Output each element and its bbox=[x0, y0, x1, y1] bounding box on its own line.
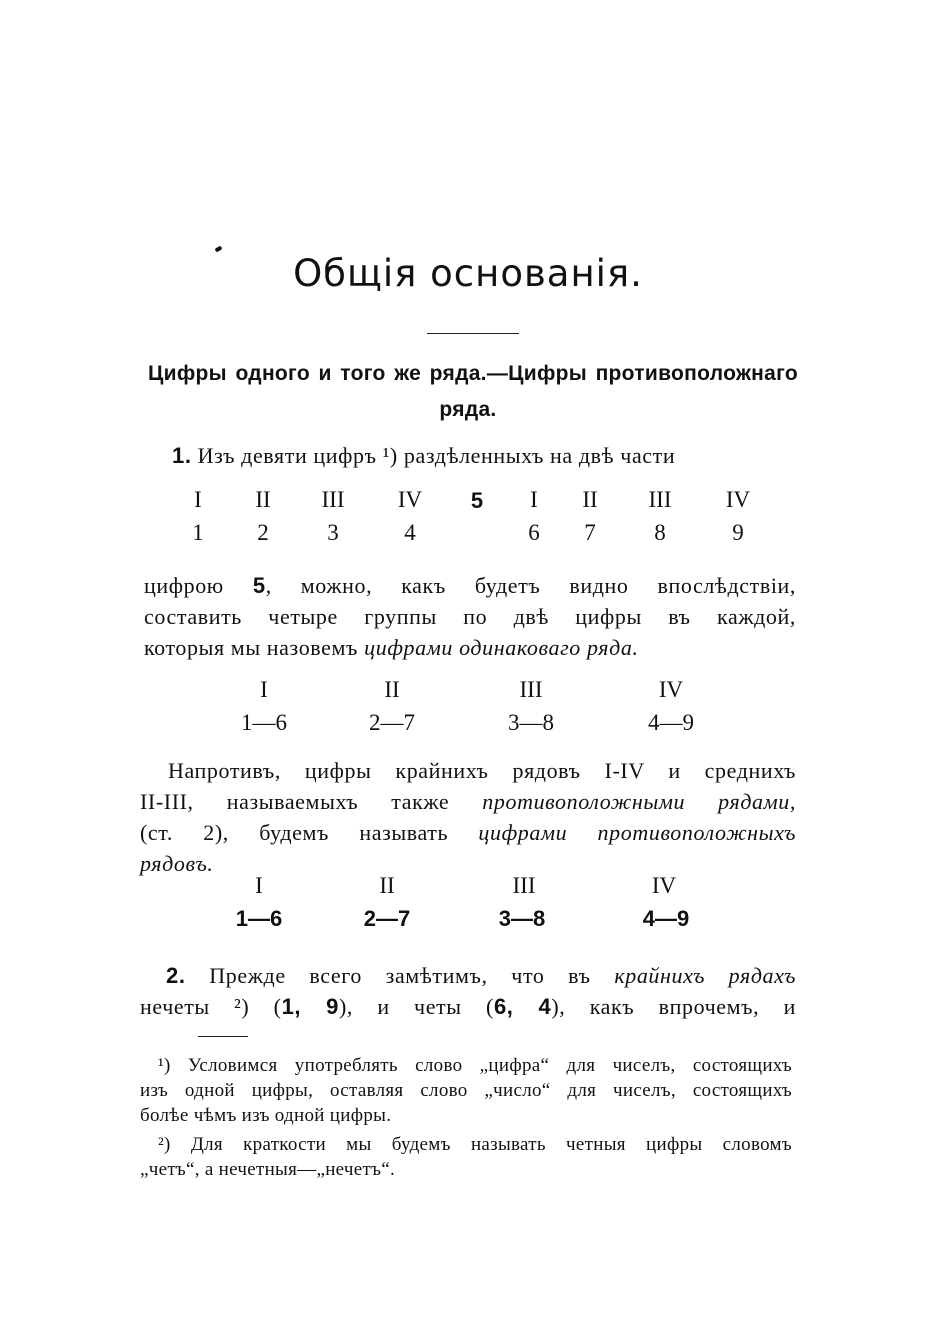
footnote-1-line-2: изъ одной цифры, оставляя слово „число“ для чиселъ, состоящихъ bbox=[140, 1080, 792, 1101]
pair-roman: IV bbox=[651, 873, 677, 898]
table-roman: III bbox=[648, 487, 672, 512]
text-run: Прежде всего замѣтимъ, что въ bbox=[209, 963, 615, 988]
continuation-line-1 bbox=[144, 570, 796, 601]
pair-roman: III bbox=[512, 873, 536, 898]
table-digit: 2 bbox=[257, 520, 269, 545]
contrast-line-1: Напротивъ, цифры крайнихъ рядовъ I-IV и среднихъ bbox=[168, 758, 796, 783]
section-number-2: 2. bbox=[166, 963, 186, 988]
section-number-1: 1. bbox=[172, 443, 192, 468]
text-run: ), какъ впрочемъ, и bbox=[551, 994, 796, 1019]
table-roman: IV bbox=[725, 487, 751, 512]
table-digit: 3 bbox=[327, 520, 339, 545]
pair-value: 1—6 bbox=[241, 710, 287, 735]
continuation-line-3 bbox=[144, 632, 796, 663]
text-run: (ст. 2), будемъ называть bbox=[140, 820, 479, 845]
italic-term: крайнихъ рядахъ bbox=[614, 963, 796, 988]
title-rule bbox=[427, 333, 519, 334]
table-digit: 9 bbox=[732, 520, 744, 545]
paragraph-2 bbox=[140, 960, 796, 1022]
table-roman: IV bbox=[397, 487, 423, 512]
pair-value: 4—9 bbox=[648, 710, 694, 735]
section-heading-line2: ряда. bbox=[439, 398, 497, 421]
italic-term: цифрами противоположныхъ bbox=[478, 820, 796, 845]
section2-line-1 bbox=[140, 960, 796, 991]
bold-digit: 5 bbox=[252, 573, 266, 598]
paragraph-1-intro bbox=[172, 440, 799, 471]
table-roman: I bbox=[194, 487, 202, 512]
italic-term: противоположными рядами, bbox=[482, 789, 796, 814]
table-roman: III bbox=[321, 487, 345, 512]
table-digit: 8 bbox=[654, 520, 666, 545]
section-heading-line1: Цифры одного и того же ряда.—Цифры противоположнаго bbox=[148, 362, 798, 385]
pair-value-bold: 1—6 bbox=[235, 906, 283, 931]
text-run: , можно, какъ будетъ видно впослѣдствіи, bbox=[265, 573, 797, 598]
page-title: Общія основанія. bbox=[293, 252, 643, 295]
text-run: II-III, называемыхъ также bbox=[140, 789, 483, 814]
pair-value-bold: 4—9 bbox=[642, 906, 690, 931]
table-digit: 7 bbox=[584, 520, 596, 545]
pair-roman: I bbox=[260, 677, 268, 702]
bold-digits: 1, 9 bbox=[281, 994, 339, 1019]
pair-roman: III bbox=[519, 677, 543, 702]
pair-roman: II bbox=[384, 677, 400, 702]
table-digit: 4 bbox=[404, 520, 416, 545]
text-run: нечеты ²) ( bbox=[140, 994, 282, 1019]
paragraph-1-continuation bbox=[144, 570, 796, 663]
footnotes bbox=[140, 1053, 792, 1182]
intro-text: Изъ девяти цифръ ¹) раздѣленныхъ на двѣ части bbox=[197, 443, 676, 468]
footnote-rule bbox=[198, 1036, 248, 1037]
text-run: ), и четы ( bbox=[338, 994, 494, 1019]
table-digit: 6 bbox=[528, 520, 540, 545]
footnote-1-line-3: болѣе чѣмъ изъ одной цифры. bbox=[140, 1105, 392, 1126]
pair-value: 3—8 bbox=[508, 710, 554, 735]
table-roman: II bbox=[582, 487, 598, 512]
paragraph-contrast bbox=[140, 755, 796, 879]
pair-value-bold: 3—8 bbox=[498, 906, 546, 931]
footnote-1-line-1: ¹) Условимся употреблять слово „цифра“ для чиселъ, состоящихъ bbox=[158, 1055, 792, 1076]
table-center-digit: 5 bbox=[470, 488, 484, 513]
italic-term: цифрами одинаковаго ряда. bbox=[364, 635, 639, 660]
table-roman: II bbox=[255, 487, 271, 512]
footnote-2-line-2: „четъ“, а нечетныя—„нечетъ“. bbox=[140, 1159, 396, 1180]
pair-roman: II bbox=[379, 873, 395, 898]
continuation-line-2: составить четыре группы по двѣ цифры въ каждой, bbox=[144, 604, 796, 629]
contrast-line-3 bbox=[140, 817, 796, 848]
text-run: цифрою bbox=[144, 573, 253, 598]
contrast-line-2 bbox=[140, 786, 796, 817]
footnote-2-line-1: ²) Для краткости мы будемъ называть четныя цифры словомъ bbox=[158, 1134, 792, 1155]
italic-term: рядовъ. bbox=[140, 851, 214, 876]
pair-roman: IV bbox=[658, 677, 684, 702]
pair-value-bold: 2—7 bbox=[363, 906, 411, 931]
pair-roman: I bbox=[255, 873, 263, 898]
text-run: которыя мы назовемъ bbox=[144, 635, 365, 660]
section2-line-2 bbox=[140, 991, 796, 1022]
table-roman: I bbox=[530, 487, 538, 512]
table-digit: 1 bbox=[192, 520, 204, 545]
bold-digits: 6, 4 bbox=[493, 994, 552, 1019]
pair-value: 2—7 bbox=[369, 710, 415, 735]
